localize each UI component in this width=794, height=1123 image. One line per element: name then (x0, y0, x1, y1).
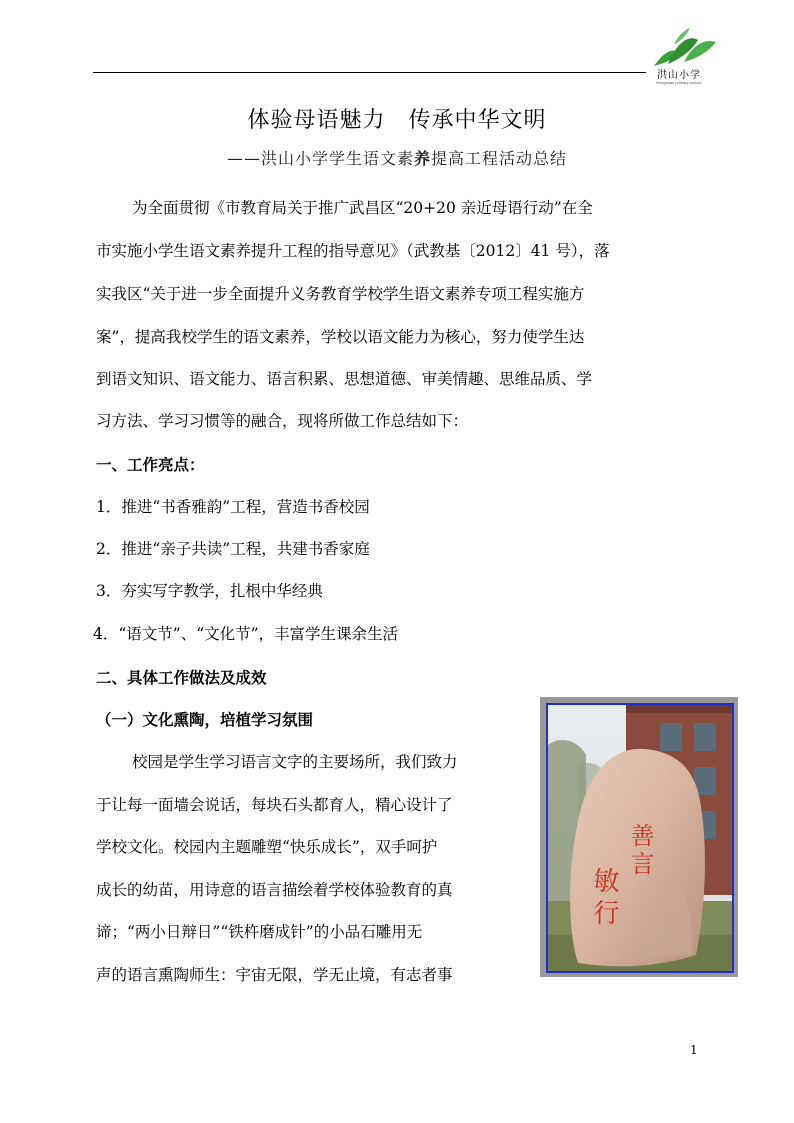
logo-text: 洪山小学 (657, 70, 701, 81)
carving-text-line1: 善言 (626, 823, 654, 879)
paragraph-line: 于让每一面墙会说话，每块石头都育人，精心设计了 (96, 796, 453, 814)
intro-line: 到语文知识、语文能力、语言积累、思想道德、审美情趣、思维品质、学 (96, 370, 593, 388)
document-subtitle (0, 146, 794, 169)
section-heading: 二、具体工作做法及成效 (96, 668, 267, 687)
stone-carving-photo (540, 697, 738, 977)
intro-line: 市实施小学生语文素养提升工程的指导意见》（武教基〔2012〕41 号），落 (96, 242, 610, 260)
subtitle-suffix: 提高工程活动总结 (431, 149, 568, 168)
highlight-item: 1．推进“书香雅韵”工程，营造书香校园 (96, 498, 370, 516)
intro-line: 为全面贯彻《市教育局关于推广武昌区“20+20 亲近母语行动”在全 (132, 199, 593, 217)
subtitle-bold: 养 (413, 149, 431, 168)
intro-line: 实我区“关于进一步全面提升义务教育学校学生语文素养专项工程实施方 (96, 285, 585, 303)
intro-line: 案”，提高我校学生的语文素养，学校以语文能力为核心，努力使学生达 (96, 328, 585, 346)
paragraph-line: 校园是学生学习语言文字的主要场所，我们致力 (132, 753, 458, 771)
highlight-item: 2．推进“亲子共读”工程，共建书香家庭 (96, 540, 370, 558)
paragraph-line: 声的语言熏陶师生：宇宙无限，学无止境，有志者事 (96, 966, 453, 984)
document-title: 体验母语魅力 传承中华文明 (247, 108, 547, 133)
paragraph-line: 成长的幼苗，用诗意的语言描绘着学校体验教育的真 (96, 881, 453, 899)
subsection-heading: （一）文化熏陶，培植学习氛围 (96, 710, 314, 729)
paragraph-line: 学校文化。校园内主题雕塑“快乐成长”，双手呵护 (96, 838, 438, 856)
highlight-item: 3．夯实写字教学，扎根中华经典 (96, 582, 323, 600)
section-heading: 一、工作亮点： (96, 455, 205, 474)
carving-text-line2: 敏行 (589, 867, 619, 931)
page-number: 1 (690, 1043, 698, 1057)
logo-subtext: Hongshan primary school (656, 80, 702, 85)
stone-photo-illustration (548, 705, 732, 971)
intro-line: 习方法、学习习惯等的融合，现将所做工作总结如下： (96, 412, 469, 430)
highlight-item: 4．“语文节”、“文化节”，丰富学生课余生活 (93, 625, 399, 643)
header-divider (93, 72, 646, 73)
subtitle-prefix: ——洪山小学学生语文素 (226, 149, 414, 168)
photo-frame (546, 703, 734, 973)
paragraph-line: 谛；“两小日辩日”“铁杵磨成针”的小品石雕用无 (96, 923, 423, 941)
